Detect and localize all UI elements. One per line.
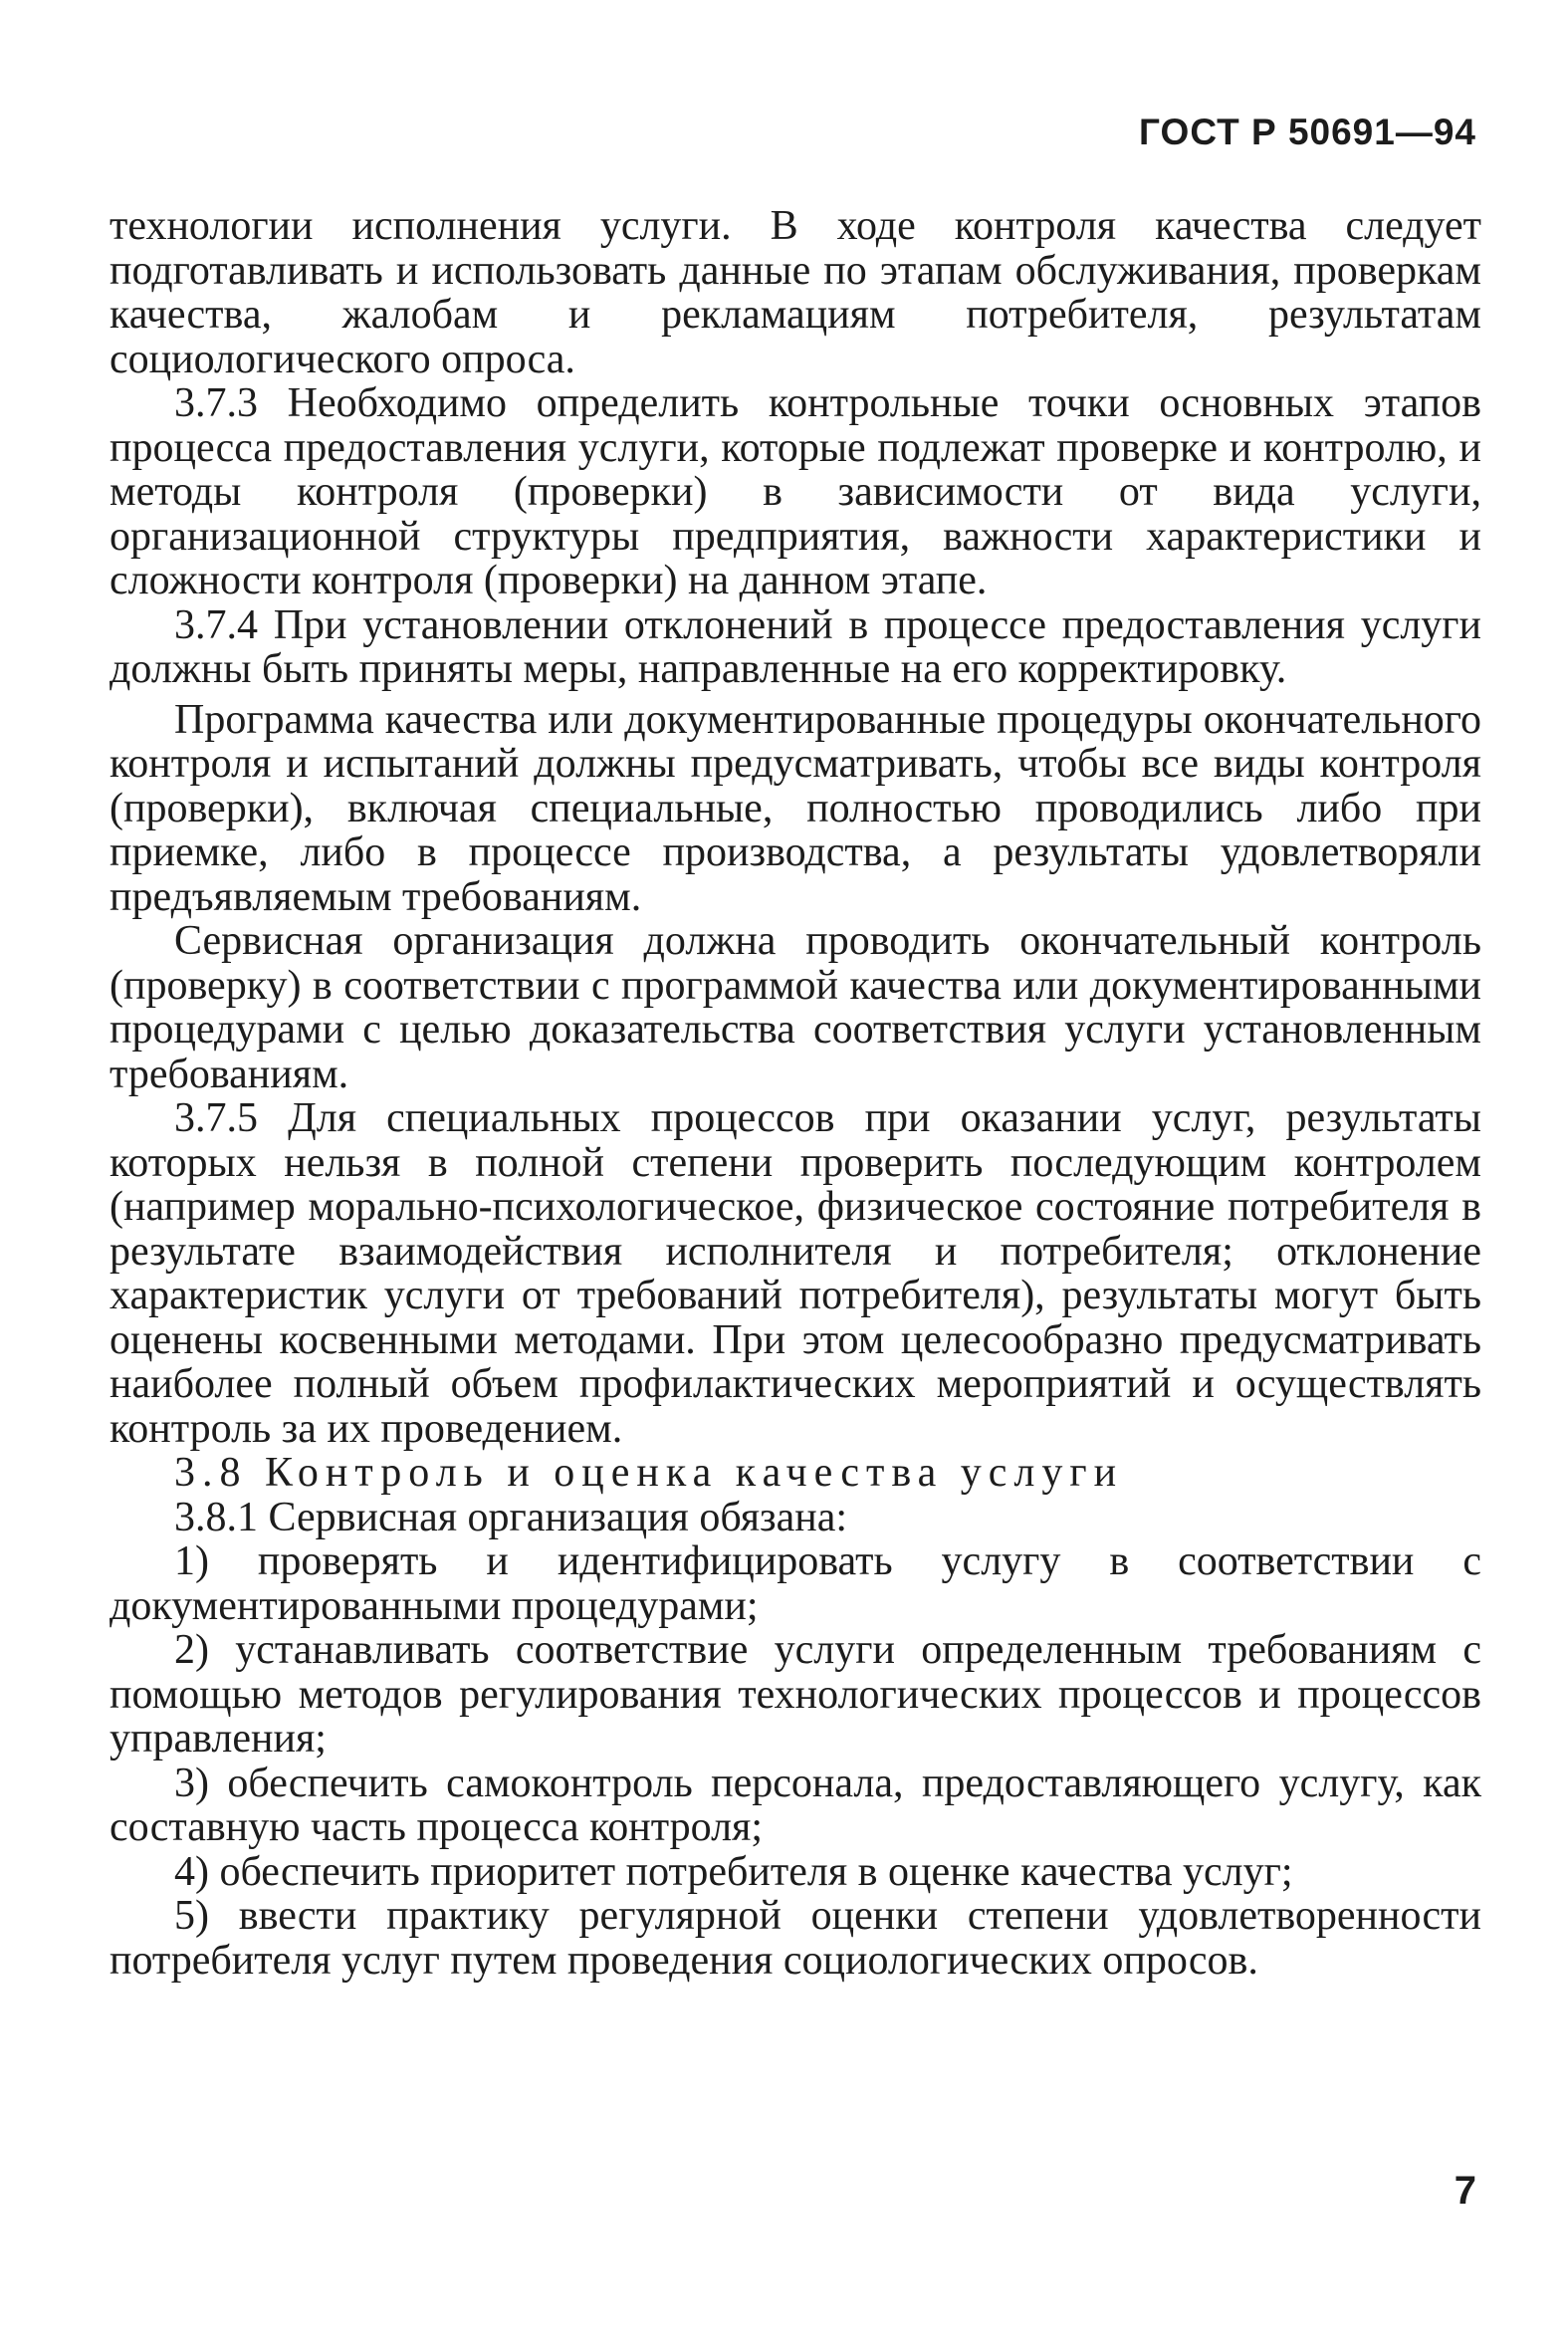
paragraph-3-7-3: 3.7.3 Необходимо определить контрольные точки основных этапов процесса предоставления услуги, которые подлежат проверке и контролю, и методы контроля (проверки) в зависимости от вида услуги, организационной структуры предприятия, важности характеристики и сложности контроля (проверки) на данном этапе. <box>110 380 1481 603</box>
list-item-2: 2) устанавливать соответствие услуги определенным требованиям с помощью методов регулирования технологических процессов и процессов управления; <box>110 1627 1481 1762</box>
list-item-1: 1) проверять и идентифицировать услугу в соответствии с документированными процедурами; <box>110 1538 1481 1629</box>
section-heading-3-8: 3.8 Контроль и оценка качества услуги <box>174 1450 1124 1496</box>
list-item-5: 5) ввести практику регулярной оценки степени удовлетворенности потребителя услуг путем проведения социологических опросов. <box>110 1893 1481 1984</box>
list-item-4: 4) обеспечить приоритет потребителя в оценке качества услуг; <box>174 1848 1293 1895</box>
paragraph-3-7-4: 3.7.4 При установлении отклонений в процессе предоставления услуги должны быть приняты меры, направленные на его корректировку. <box>110 601 1481 692</box>
paragraph-continuation: технологии исполнения услуги. В ходе контроля качества следует подготавливать и использовать данные по этапам обслуживания, проверкам качества, жалобам и рекламациям потребителя, результатам социологического опроса. <box>110 203 1481 382</box>
page-number: 7 <box>1454 2169 1476 2213</box>
body-text <box>110 204 1481 1983</box>
paragraph-3-7-5: 3.7.5 Для специальных процессов при оказании услуг, результаты которых нельзя в полной степени проверить последующим контролем (например морально-психологическое, физическое состояние потребителя в результате взаимодействия исполнителя и потребителя; отклонение характеристик услуги от требований потребителя), результаты могут быть оценены косвенными методами. При этом целесообразно предусматривать наиболее полный объем профилактических мероприятий и осуществлять контроль за их проведением. <box>110 1095 1481 1452</box>
document-code-header: ГОСТ Р 50691—94 <box>1139 112 1476 152</box>
paragraph-quality-program: Программа качества или документированные процедуры окончательного контроля и испытаний должны предусматривать, чтобы все виды контроля (проверки), включая специальные, полностью проводились либо при приемке, либо в процессе производства, а результаты удовлетворяли предъявляемым требованиям. <box>110 696 1481 920</box>
list-item-3: 3) обеспечить самоконтроль персонала, предоставляющего услугу, как составную часть процесса контроля; <box>110 1760 1481 1850</box>
paragraph-final-control: Сервисная организация должна проводить окончательный контроль (проверку) в соответствии с программой качества или документированными процедурами с целью доказательства соответствия услуги установленным требованиям. <box>110 918 1481 1097</box>
paragraph-3-8-1: 3.8.1 Сервисная организация обязана: <box>174 1494 848 1540</box>
